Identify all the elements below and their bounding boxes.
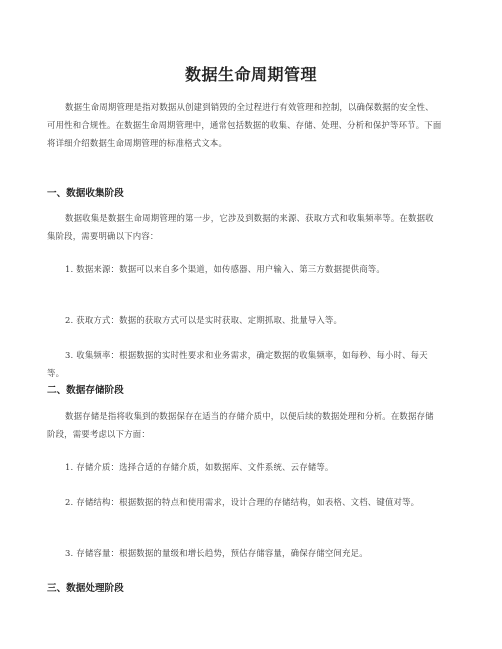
list-item: 2. 存储结构：根据数据的特点和使用需求，设计合理的存储结构，如表格、文档、键值对等。: [65, 497, 420, 507]
list-item: 3. 收集频率：根据数据的实时性要求和业务需求，确定数据的收集频率，如每秒、每小时、每天等。: [47, 350, 428, 378]
section-intro-storage: 数据存储是指将收集到的数据保存在适当的存储介质中，以便后续的数据处理和分析。在数据存储阶段，需要考虑以下方面：: [47, 411, 434, 439]
section-heading-processing: 三、数据处理阶段: [47, 583, 124, 594]
section-heading-collection: 一、数据收集阶段: [47, 188, 124, 199]
list-item: 2. 获取方式：数据的获取方式可以是实时获取、定期抓取、批量导入等。: [65, 315, 343, 325]
document-title: 数据生命周期管理: [184, 65, 317, 84]
section-intro-collection: 数据收集是数据生命周期管理的第一步，它涉及到数据的来源、获取方式和收集频率等。在数据收集阶段，需要明确以下内容：: [47, 213, 434, 241]
intro-paragraph: 数据生命周期管理是指对数据从创建到销毁的全过程进行有效管理和控制，以确保数据的安全性、可用性和合规性。在数据生命周期管理中，通常包括数据的收集、存储、处理、分析和保护等环节。下面将详细介绍数据生命周期管理的标准格式文本。: [47, 102, 442, 148]
list-item: 3. 存储容量：根据数据的量级和增长趋势，预估存储容量，确保存储空间充足。: [65, 548, 368, 558]
list-item: 1. 存储介质：选择合适的存储介质，如数据库、文件系统、云存储等。: [65, 462, 334, 472]
list-item: 1. 数据来源：数据可以来自多个渠道，如传感器、用户输入、第三方数据提供商等。: [65, 264, 385, 274]
section-heading-storage: 二、数据存储阶段: [47, 385, 124, 396]
